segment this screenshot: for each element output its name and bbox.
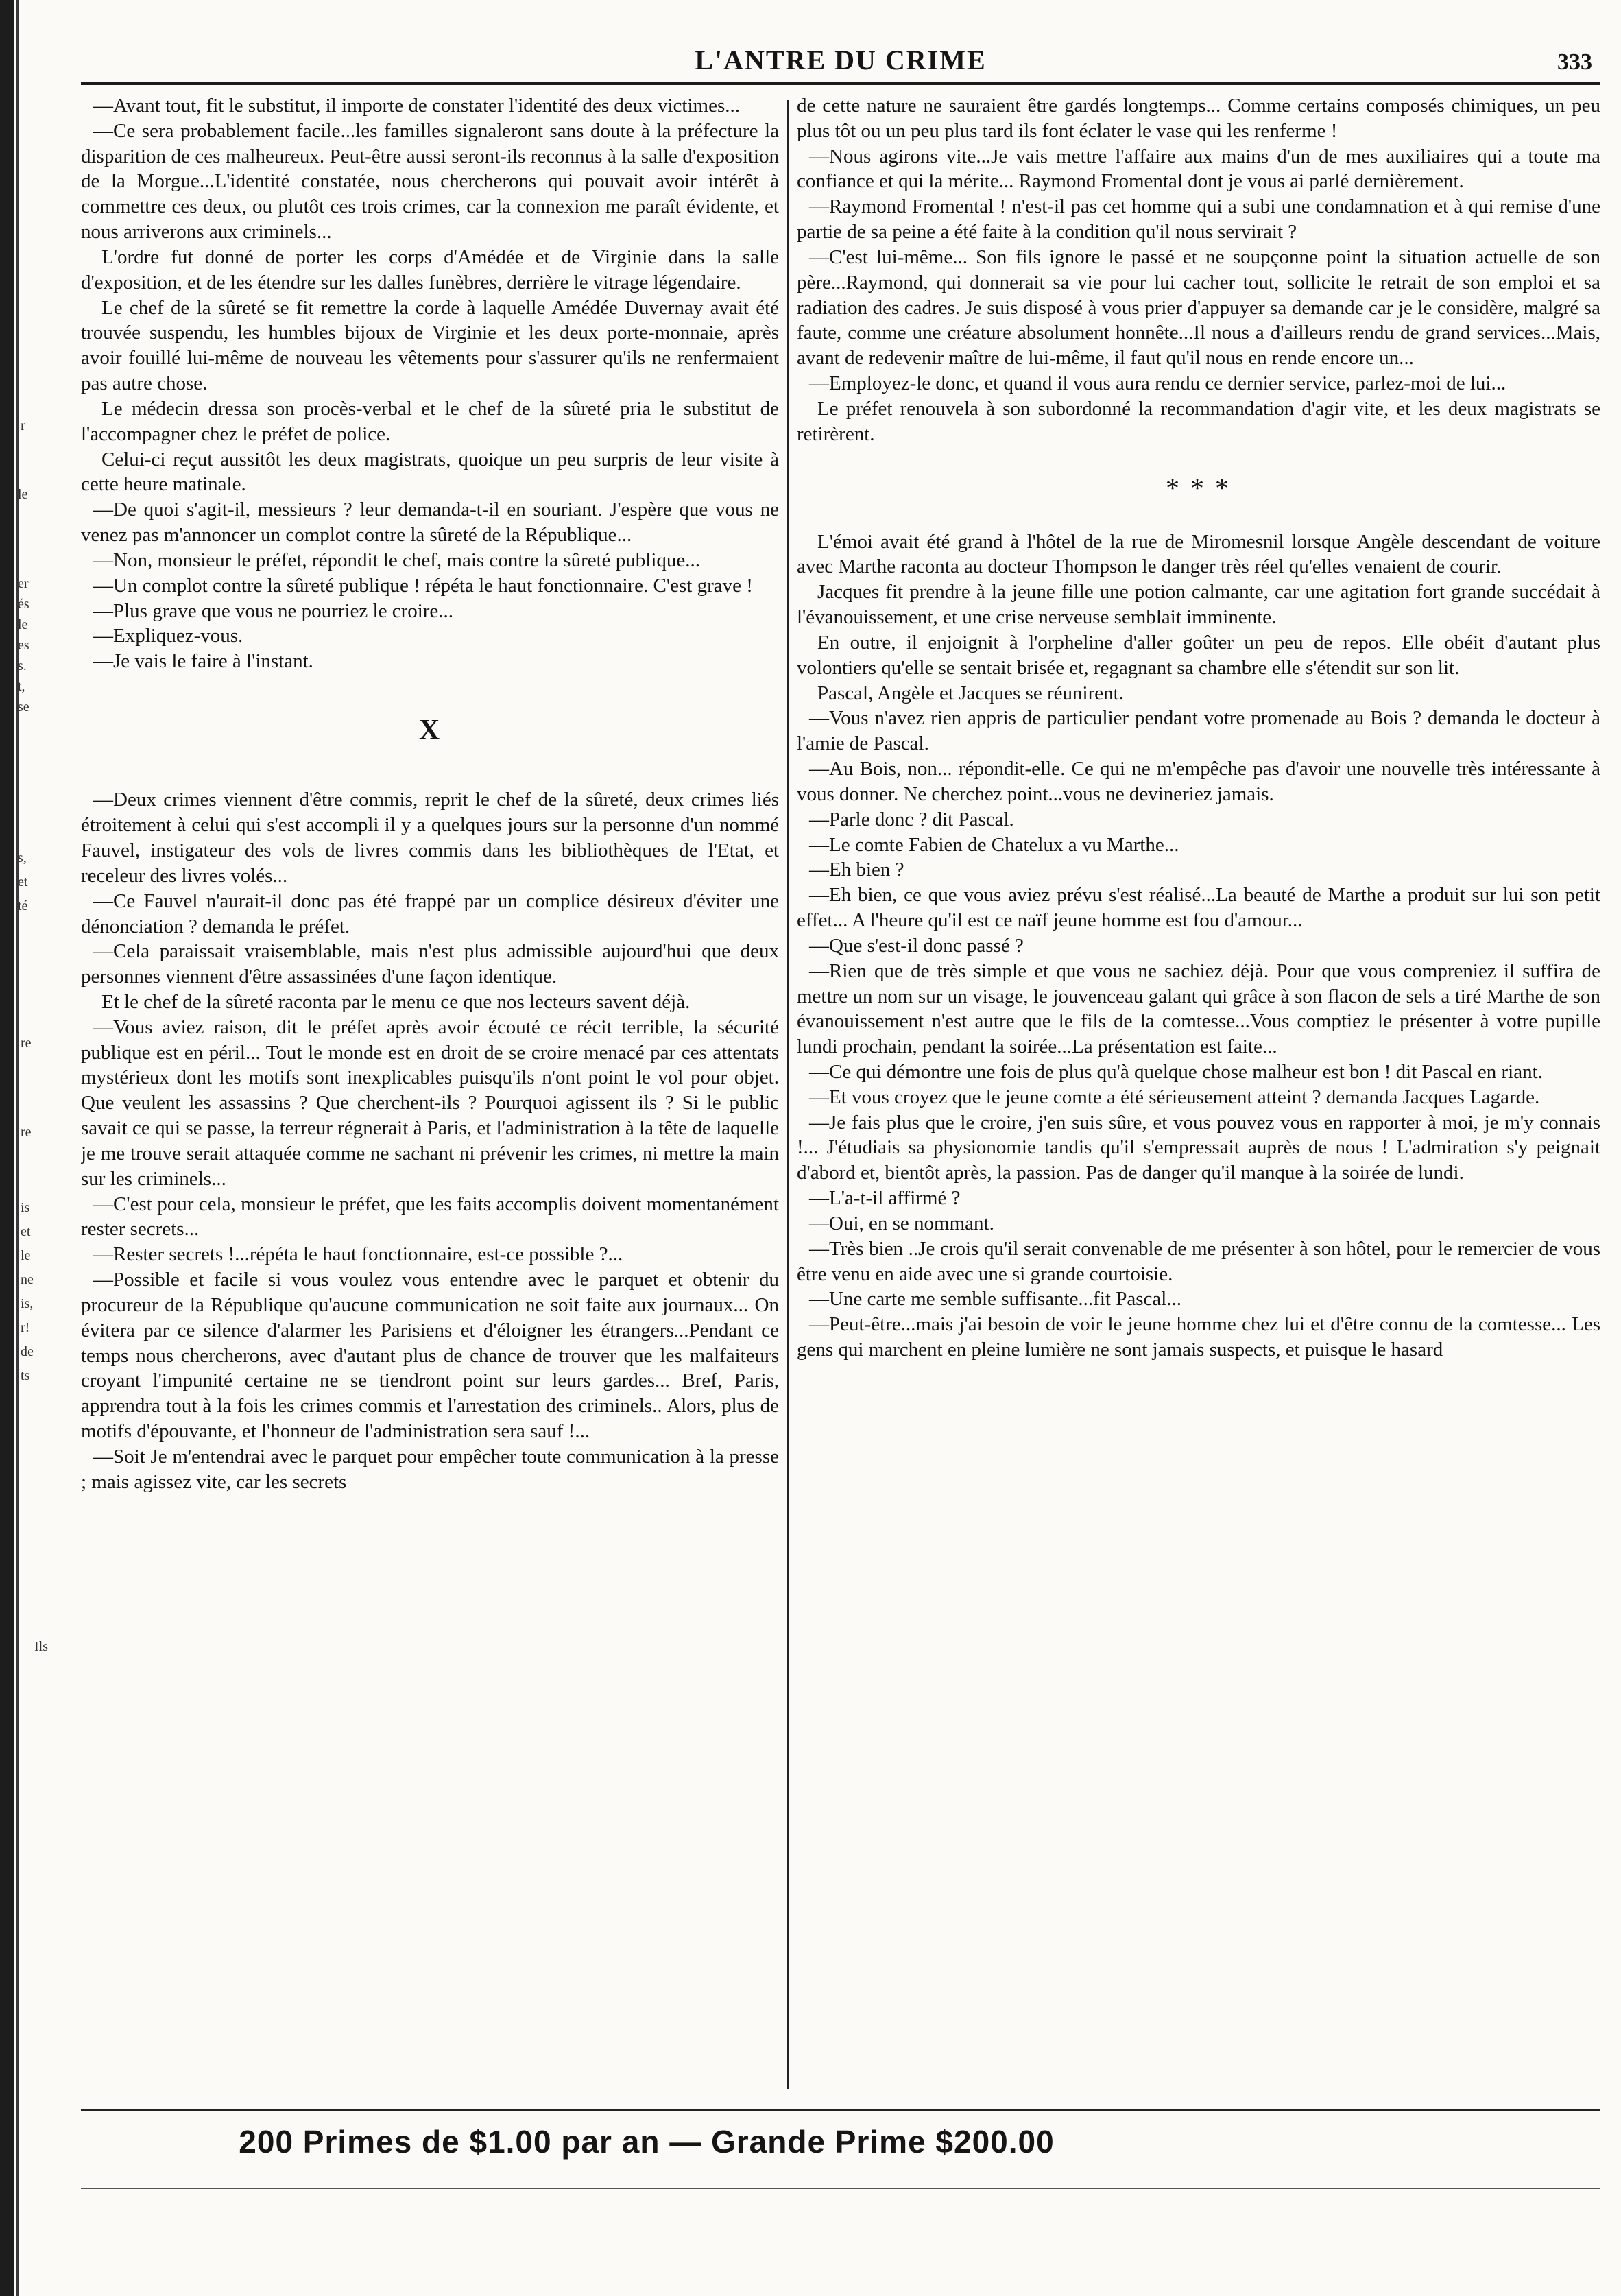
paragraph: —Oui, en se nommant. xyxy=(809,1212,994,1234)
margin-fragment: s, xyxy=(18,850,27,865)
footer-rule xyxy=(81,2109,1600,2111)
paragraph: —Vous aviez raison, dit le préfet après avoir écouté ce récit terrible, la sécurité publique est en péril... Tout le monde est en droit de se croire menacé par ces attentats mystérieux dont les motifs sont inexplicables puisqu'ils n'ont point le vol pour objet. Que veulent les assassins ? Que cherchent-ils ? Pourquoi agissent ils ? Si le public savait ce qui se passe, la terreur régnerait à Paris, et l'administration à la tête de laquelle je me trouve serait attaquée comme ne sachant ni prévenir les crimes, ni mettre la main sur les criminels... xyxy=(81,1016,779,1190)
paragraph: —Cela paraissait vraisemblable, mais n'est plus admissible aujourd'hui que deux personnes viennent d'être assassinées d'une façon identique. xyxy=(81,940,779,988)
book-binding-edge xyxy=(0,0,14,2296)
paragraph: —Et vous croyez que le jeune comte a été sérieusement atteint ? demanda Jacques Lagarde. xyxy=(809,1086,1540,1108)
margin-fragment: r xyxy=(21,418,25,433)
paragraph: —Eh bien ? xyxy=(809,859,904,881)
paragraph: —C'est pour cela, monsieur le préfet, que les faits accomplis doivent momentanément rester secrets... xyxy=(81,1193,779,1241)
paragraph: —Rester secrets !...répéta le haut fonctionnaire, est-ce possible ?... xyxy=(93,1243,623,1266)
paragraph: —De quoi s'agit-il, messieurs ? leur demanda-t-il en souriant. J'espère que vous ne venez pas m'annoncer un complot contre la sûreté de la République... xyxy=(81,499,779,547)
paragraph: Le médecin dressa son procès-verbal et le chef de la sûreté pria le substitut de l'accompagner chez le préfet de police. xyxy=(81,397,779,445)
paragraph: —Ce Fauvel n'aurait-il donc pas été frappé par un complice désireux d'éviter une dénonciation ? demanda le préfet. xyxy=(81,889,779,937)
margin-fragment: t, xyxy=(18,679,25,694)
margin-fragment: es xyxy=(18,638,29,653)
paragraph: —Je fais plus que le croire, j'en suis sûre, et vous pouvez vous en rapporter à moi, je m'y connais !... J'étudiais sa physionomie tandis qu'il s'empressait auprès de nous ! L'admiration s'y peignait d'abord et, bientôt après, la passion. Pas de danger qu'il manque à la soirée de lundi. xyxy=(797,1111,1600,1184)
margin-fragment: de xyxy=(21,1344,34,1359)
paragraph: —Non, monsieur le préfet, répondit le chef, mais contre la sûreté publique... xyxy=(93,549,701,571)
paragraph: Pascal, Angèle et Jacques se réunirent. xyxy=(817,682,1124,704)
margin-fragment: re xyxy=(21,1036,32,1051)
paragraph: —Que s'est-il donc passé ? xyxy=(809,934,1024,957)
paragraph: —Un complot contre la sûreté publique ! répéta le haut fonctionnaire. C'est grave ! xyxy=(93,574,753,597)
paragraph: —Eh bien, ce que vous aviez prévu s'est réalisé...La beauté de Marthe a produit sur lui son petit effet... A l'heure qu'il est ce naïf jeune homme est fou d'amour... xyxy=(797,884,1600,932)
paragraph: —Très bien ..Je crois qu'il serait convenable de me présenter à son hôtel, pour le remercier de vous être venu en aide avec une si grande courtoisie. xyxy=(797,1237,1600,1285)
paragraph: —Nous agirons vite...Je vais mettre l'affaire aux mains d'un de mes auxiliaires qui a toute ma confiance et qui la mérite... Raymond Fromental dont je vous ai parlé dernièrement. xyxy=(797,145,1600,193)
left-column xyxy=(81,93,779,2109)
book-binding-shadow xyxy=(16,0,19,2296)
paragraph: de cette nature ne sauraient être gardés longtemps... Comme certains composés chimiques, un peu plus tôt ou un peu plus tard ils font éclater le vase qui les renferme ! xyxy=(797,95,1600,142)
margin-fragment: et xyxy=(18,874,28,889)
page-number: 333 xyxy=(1557,49,1592,75)
paragraph: —Plus grave que vous ne pourriez le croire... xyxy=(93,599,454,622)
margin-fragment: r! xyxy=(21,1320,30,1335)
column-divider xyxy=(787,100,789,2089)
header-rule xyxy=(81,82,1600,85)
running-title: L'ANTRE DU CRIME xyxy=(695,45,987,75)
paragraph: —Peut-être...mais j'ai besoin de voir le jeune homme chez lui et d'être connu de la comtesse... Les gens qui marchent en pleine lumière ne sont jamais suspects, et puisque le hasard xyxy=(797,1313,1600,1361)
margin-fragment: le xyxy=(21,1248,31,1263)
margin-fragment: er xyxy=(18,576,29,591)
newspaper-page xyxy=(81,41,1600,2249)
margin-fragment: re xyxy=(21,1125,32,1140)
footer-promo: 200 Primes de $1.00 par an — Grande Prime $200.00 xyxy=(239,2124,1055,2160)
paragraph: Le chef de la sûreté se fit remettre la corde à laquelle Amédée Duvernay avait été trouvée suspendu, les humbles bijoux de Virginie et les deux porte-monnaie, après avoir fouillé lui-même de nouveau les vêtements pour s'assurer qu'ils ne renfermaient pas autre chose. xyxy=(81,296,779,395)
chapter-heading: X xyxy=(418,715,442,747)
margin-fragment: ts xyxy=(21,1368,30,1383)
paragraph: Le préfet renouvela à son subordonné la recommandation d'agir vite, et les deux magistrats se retirèrent. xyxy=(797,397,1600,445)
paragraph: Jacques fit prendre à la jeune fille une potion calmante, car une agitation fort grande succédait à l'évanouissement, et une crise nerveuse semblait imminente. xyxy=(797,581,1600,629)
paragraph: Celui-ci reçut aussitôt les deux magistrats, quoique un peu surpris de leur visite à cette heure matinale. xyxy=(81,448,779,496)
right-column xyxy=(797,93,1600,2109)
paragraph: Et le chef de la sûreté raconta par le menu ce que nos lecteurs savent déjà. xyxy=(101,991,691,1013)
margin-fragment: is xyxy=(21,1200,30,1215)
margin-fragment: té xyxy=(18,898,28,913)
paragraph: —Parle donc ? dit Pascal. xyxy=(809,808,1014,830)
paragraph: L'ordre fut donné de porter les corps d'Amédée et de Virginie dans la salle d'exposition, et de les étendre sur les dalles funèbres, derrière le vitrage légendaire. xyxy=(81,246,779,294)
margin-fragment: et xyxy=(21,1224,31,1239)
paragraph: —Une carte me semble suffisante...fit Pascal... xyxy=(809,1288,1182,1311)
margin-fragment: is, xyxy=(21,1296,34,1311)
paragraph: —Ce sera probablement facile...les familles signaleront sans doute à la préfecture la disparition de ces malheureux. Peut-être aussi seront-ils reconnus à la salle d'exposition de la Morgue...L'identité constatée, nous chercherons qui pouvait avoir intérêt à commettre ces deux, ou plutôt ces trois crimes, car la connexion me paraît évidente, et nous arriverons aux criminels... xyxy=(81,119,779,243)
paragraph: —C'est lui-même... Son fils ignore le passé et ne soupçonne point la situation actuelle de son père...Raymond, qui donnerait sa vie pour lui cacher tout, sollicite le retrait de son emploi et sa radiation des cadres. Je suis disposé à vous prier d'appuyer sa demande car je le considère, malgré sa faute, comme une créature absolument honnête...Il nous a d'ailleurs rendu de grand services...Mais, avant de redevenir maître de lui-même, il faut qu'il nous en rende encore un... xyxy=(797,246,1600,370)
margin-fragment: Ils xyxy=(34,1639,48,1654)
margin-fragment: s. xyxy=(18,658,27,673)
paragraph: —Avant tout, fit le substitut, il importe de constater l'identité des deux victimes... xyxy=(93,95,740,117)
paragraph: —Possible et facile si vous voulez vous entendre avec le parquet et obtenir du procureur de la République qu'aucune communication ne soit faite aux journaux... On évitera par ce silence d'alarmer les Parisiens et d'éloigner les étrangers...Pendant ce temps nous chercherons, avec d'autant plus de chance de trouver que les malfaiteurs croyant l'impunité certaine ne se tiendront point sur leurs gardes... Bref, Paris, apprendra tout à la fois les crimes commis et l'arrestation des criminels.. Alors, plus de motifs d'épouvante, et l'honneur de l'administration sera sauf !... xyxy=(81,1269,779,1443)
margin-fragment: le xyxy=(18,487,28,502)
paragraph: —Vous n'avez rien appris de particulier pendant votre promenade au Bois ? demanda le docteur à l'amie de Pascal. xyxy=(797,707,1600,755)
text-columns xyxy=(81,93,1600,2109)
page-header xyxy=(81,41,1600,89)
paragraph: —Deux crimes viennent d'être commis, reprit le chef de la sûreté, deux crimes liés étroitement à celui qui s'est accompli il y a quelques jours sur la personne d'un nommé Fauvel, instigateur des vols de livres commis dans les bibliothèques de l'Etat, et receleur des livres volés... xyxy=(81,789,779,887)
paragraph: L'émoi avait été grand à l'hôtel de la rue de Miromesnil lorsque Angèle descendant de voiture avec Marthe raconta au docteur Thompson le danger très réel qu'elles venaient de courir. xyxy=(797,530,1600,578)
paragraph: —Expliquez-vous. xyxy=(93,625,243,647)
paragraph: —Je vais le faire à l'instant. xyxy=(93,650,313,673)
margin-fragment: ne xyxy=(21,1272,34,1287)
paragraph: —Soit Je m'entendrai avec le parquet pour empêcher toute communication à la presse ; mais agissez vite, car les secrets xyxy=(81,1445,779,1493)
paragraph: —Employez-le donc, et quand il vous aura rendu ce dernier service, parlez-moi de lui... xyxy=(809,372,1506,395)
margin-fragment: le xyxy=(18,617,28,632)
paragraph: —Au Bois, non... répondit-elle. Ce qui ne m'empêche pas d'avoir une nouvelle très intéressante à vous donner. Ne cherchez point...vous ne devineriez jamais. xyxy=(797,758,1600,805)
footer-rule-bottom xyxy=(81,2188,1600,2189)
paragraph: —Le comte Fabien de Chatelux a vu Marthe... xyxy=(809,833,1179,856)
section-separator: * * * xyxy=(1165,472,1232,503)
paragraph: —Raymond Fromental ! n'est-il pas cet homme qui a subi une condamnation et à qui remise d'une partie de sa peine a été faite à la condition qu'il nous servirait ? xyxy=(797,195,1600,243)
margin-fragment: se xyxy=(18,699,29,715)
paragraph: En outre, il enjoignit à l'orpheline d'aller goûter un peu de repos. Elle obéit d'autant plus volontiers qu'elle se sentait brisée et, regagnant sa chambre elle s'étendit sur son lit. xyxy=(797,631,1600,679)
previous-page-margin xyxy=(18,75,75,2133)
paragraph: —Rien que de très simple et que vous ne sachiez déjà. Pour que vous compreniez il suffira de mettre un nom sur un visage, le jouvenceau galant qui grâce à son flacon de sels a tiré Marthe de son évanouissement n'est autre que le fils de la comtesse...Vous comptiez le présenter à votre pupille lundi prochain, pendant la soirée...La présentation est faite... xyxy=(797,959,1600,1058)
margin-fragment: és xyxy=(18,597,29,612)
paragraph: —Ce qui démontre une fois de plus qu'à quelque chose malheur est bon ! dit Pascal en riant. xyxy=(809,1060,1543,1083)
paragraph: —L'a-t-il affirmé ? xyxy=(809,1187,961,1210)
